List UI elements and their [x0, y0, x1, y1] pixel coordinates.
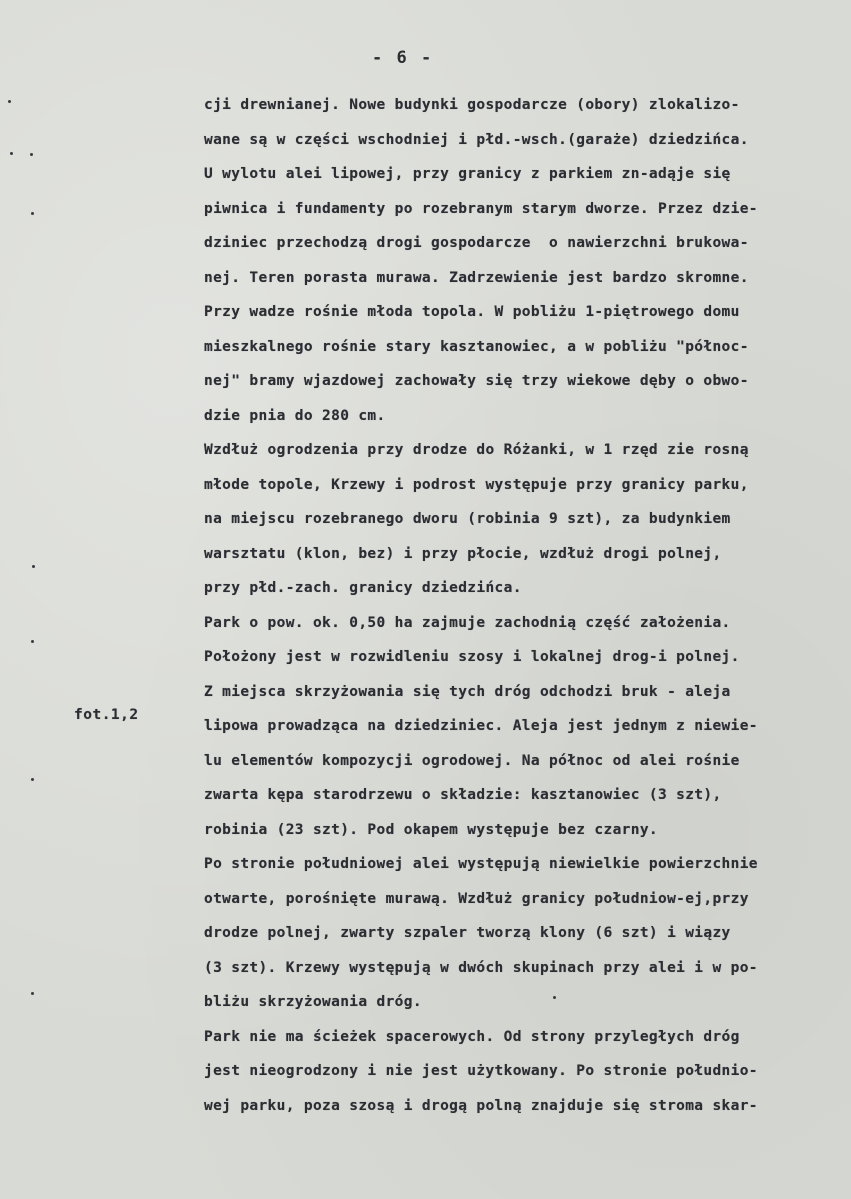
text-line: cji drewnianej. Nowe budynki gospodarcze (obory) zlokalizo- — [204, 97, 740, 113]
text-line: Z miejsca skrzyżowania się tych dróg odchodzi bruk - aleja — [204, 683, 731, 700]
body-text — [204, 88, 844, 1123]
text-line: piwnica i fundamenty po rozebranym starym dworze. Przez dzie- — [204, 200, 758, 217]
page-number: - 6 - — [372, 48, 434, 68]
text-line: na miejscu rozebranego dworu (robinia 9 szt), za budynkiem — [204, 511, 731, 527]
text-line: lu elementów kompozycji ogrodowej. Na północ od alei rośnie — [204, 752, 740, 769]
scan-speck — [32, 565, 35, 568]
text-line: mieszkalnego rośnie stary kasztanowiec, a w pobliżu "północ- — [204, 338, 749, 355]
text-line: dzie pnia do 280 cm. — [204, 407, 386, 424]
text-line: Park o pow. ok. 0,50 ha zajmuje zachodnią część założenia. — [204, 614, 731, 631]
text-line: młode topole, Krzewy i podrost występuje przy granicy parku, — [204, 476, 749, 493]
text-line: bliżu skrzyżowania dróg. — [204, 994, 422, 1010]
text-line: Przy wadze rośnie młoda topola. W pobliżu 1-piętrowego domu — [204, 304, 740, 320]
text-line: zwarta kępa starodrzewu o składzie: kasztanowiec (3 szt), — [204, 787, 722, 803]
scan-speck — [31, 778, 34, 781]
text-line: U wylotu alei lipowej, przy granicy z parkiem zn-adąje się — [204, 166, 731, 182]
scan-speck — [10, 152, 13, 155]
text-line: drodze polnej, zwarty szpaler tworzą klony (6 szt) i wiązy — [204, 925, 731, 941]
text-line: wej parku, poza szosą i drogą polną znajduje się stroma skar- — [204, 1097, 758, 1114]
scan-speck — [31, 212, 34, 215]
scan-speck — [31, 640, 34, 643]
text-line: warsztatu (klon, bez) i przy płocie, wzdłuż drogi polnej, — [204, 545, 722, 562]
text-line: dziniec przechodzą drogi gospodarcze o nawierzchni brukowa- — [204, 235, 749, 251]
text-line: Położony jest w rozwidleniu szosy i lokalnej drog-i polnej. — [204, 649, 740, 665]
text-line: nej" bramy wjazdowej zachowały się trzy wiekowe dęby o obwo- — [204, 373, 749, 389]
text-line: jest nieogrodzony i nie jest użytkowany. Po stronie południo- — [204, 1063, 758, 1079]
text-line: robinia (23 szt). Pod okapem występuje bez czarny. — [204, 821, 658, 838]
scan-speck — [30, 153, 33, 156]
scan-speck — [553, 996, 556, 999]
text-line: przy płd.-zach. granicy dziedzińca. — [204, 580, 522, 596]
text-line: wane są w części wschodniej i płd.-wsch.(garaże) dziedzińca. — [204, 131, 749, 148]
scan-speck — [8, 100, 11, 103]
text-line: lipowa prowadząca na dziedziniec. Aleja jest jednym z niewie- — [204, 718, 758, 734]
text-line: nej. Teren porasta murawa. Zadrzewienie jest bardzo skromne. — [204, 269, 749, 286]
margin-note-photo-reference: fot.1,2 — [74, 707, 139, 723]
text-line: Po stronie południowej alei występują niewielkie powierzchnie — [204, 856, 758, 872]
text-line: otwarte, porośnięte murawą. Wzdłuż granicy południow-ej,przy — [204, 890, 749, 907]
text-line: (3 szt). Krzewy występują w dwóch skupinach przy alei i w po- — [204, 959, 758, 976]
text-line: Wzdłuż ogrodzenia przy drodze do Różanki, w 1 rzęd zie rosną — [204, 442, 749, 458]
scan-speck — [31, 992, 34, 995]
text-line: Park nie ma ścieżek spacerowych. Od strony przyległych dróg — [204, 1028, 740, 1045]
